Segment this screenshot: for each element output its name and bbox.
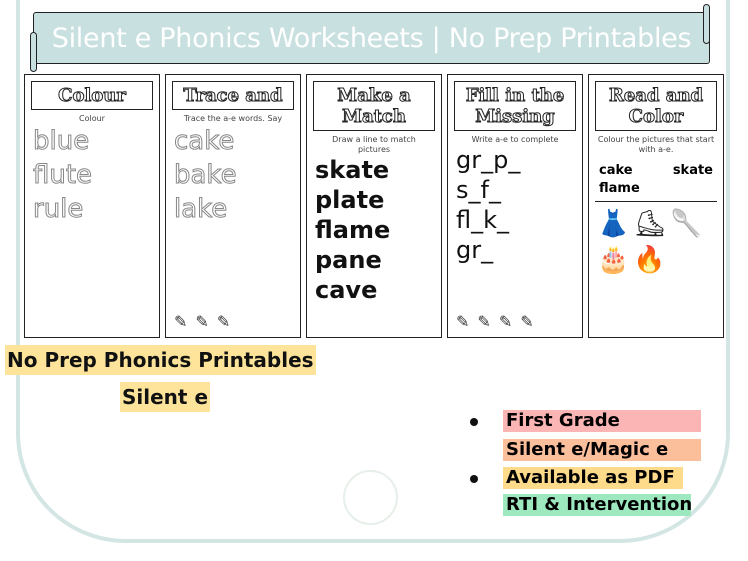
tag-first-grade: First Grade [503, 410, 701, 432]
worksheet-title: Trace and [172, 81, 294, 110]
worksheet-word: blue [33, 126, 90, 156]
overlay-subheading: Silent e [120, 382, 210, 412]
worksheet-instructions: Draw a line to match [332, 135, 416, 144]
spoon-icon: 🥄 [670, 209, 703, 239]
worksheet-word: flame [315, 216, 391, 244]
dress-icon: 👗 [597, 209, 630, 239]
worksheet-word: plate [315, 186, 385, 214]
brand-logo [343, 470, 398, 525]
worksheet-colour [24, 74, 160, 338]
flame-icon: 🔥 [633, 245, 666, 275]
pencil-icons: ✎✎✎ [174, 312, 239, 331]
worksheet-word: cake [174, 126, 235, 156]
worksheet-instructions: Write a-e to complete [471, 135, 559, 144]
pencil-icons: ✎✎✎✎ [456, 312, 542, 331]
bullet-icon [470, 475, 478, 483]
tag-silent-e: Silent e/Magic e [503, 439, 701, 461]
worksheet-word: skate [672, 163, 713, 178]
worksheet-word: lake [174, 194, 228, 224]
worksheet-instructions: Colour the pictures that start with a-e. [597, 135, 715, 154]
tag-rti: RTI & Intervention [503, 494, 691, 516]
worksheet-word: cave [315, 276, 378, 304]
worksheet-title: Make a Match [313, 81, 435, 131]
worksheet-instructions: pictures [357, 145, 391, 154]
cake-icon: 🎂 [597, 245, 630, 275]
worksheet-fill [447, 74, 583, 338]
overlay-heading: No Prep Phonics Printables [5, 345, 316, 375]
worksheet-title: Read and Color [595, 81, 717, 131]
worksheet-read-and-color [588, 74, 724, 338]
tag-pdf: Available as PDF [503, 467, 683, 489]
banner-scroll-curl-right [703, 4, 710, 44]
worksheet-word: flute [33, 160, 93, 190]
worksheet-word: cake [599, 163, 633, 178]
worksheet-word: bake [174, 160, 237, 190]
picture-grid [589, 202, 723, 282]
worksheet-title: Fill in the Missing [454, 81, 576, 131]
worksheet-instructions: Colour [79, 114, 105, 123]
page-title-banner [33, 12, 710, 64]
word-row [595, 159, 717, 202]
worksheet-word: rule [33, 194, 84, 224]
worksheet-trace [165, 74, 301, 338]
worksheet-word: s_f_ [456, 176, 501, 204]
bullet-icon [470, 418, 478, 426]
roller-skate-icon: ⛸ [633, 209, 667, 239]
worksheet-title: Colour [31, 81, 153, 110]
worksheet-word: skate [315, 156, 390, 184]
worksheet-instructions: Trace the a-e words. Say [183, 114, 283, 123]
worksheet-word: fl_k_ [456, 206, 510, 234]
worksheet-match [306, 74, 442, 338]
worksheet-word: flame [599, 181, 640, 196]
worksheet-word: gr_p_ [456, 146, 521, 174]
page-title: Silent e Phonics Worksheets | No Prep Printables [51, 22, 692, 54]
worksheet-word: gr_ [456, 236, 494, 264]
worksheet-word: pane [315, 246, 382, 274]
banner-scroll-curl-left [30, 32, 37, 72]
